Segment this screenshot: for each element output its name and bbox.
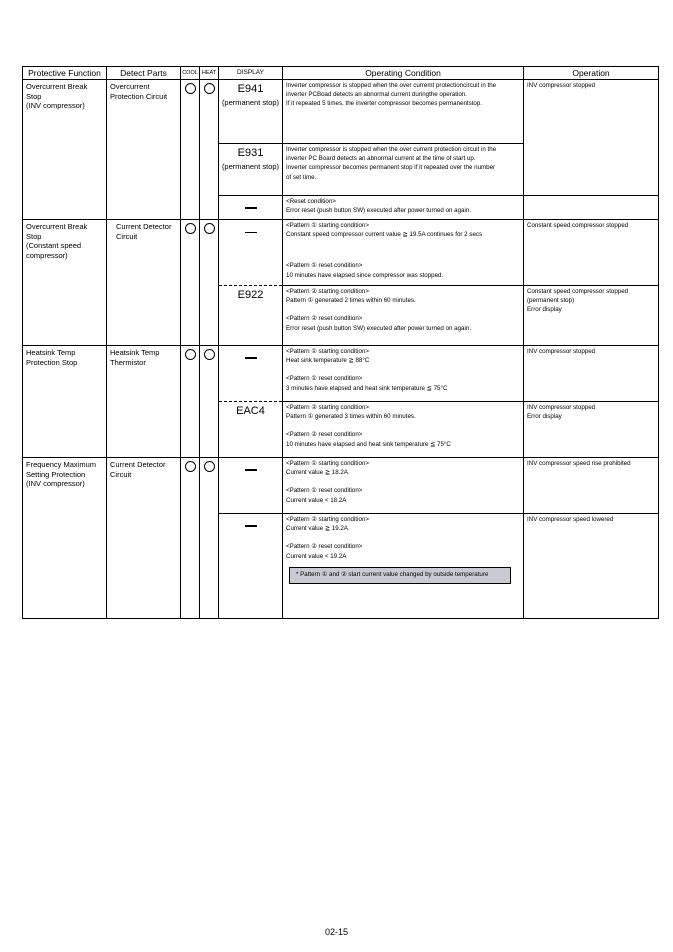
display-cell: [219, 196, 283, 220]
circle-mark-icon: [185, 461, 196, 472]
condition-line: <Pattern ① starting condition>: [286, 222, 369, 229]
function-cell: Heatsink Temp Protection Stop: [23, 346, 107, 458]
condition-line: <Pattern ② reset condition>: [286, 315, 363, 323]
operation-line: Constant speed compressor stopped: [527, 222, 629, 229]
condition-line: <Pattern ② starting condition>: [286, 516, 369, 523]
display-cell: [219, 80, 283, 144]
temperature-note-box: * Pattern ① and ② start current value changed by outside temperature: [289, 567, 511, 584]
operation-line: Error display: [527, 306, 562, 314]
condition-line: 10 minutes have elapsed since compressor was stopped.: [286, 271, 444, 279]
operation-cell: [524, 346, 659, 402]
operation-cell: [524, 286, 659, 346]
condition-line: inverter PC Board detects an abnormal current at the time of start up.: [286, 155, 476, 163]
operation-line: INV compressor stopped: [527, 82, 596, 89]
condition-line: <Pattern ② reset condition>: [286, 543, 363, 551]
display-cell: [219, 346, 283, 402]
condition-cell: [283, 346, 524, 402]
circle-mark-icon: [185, 83, 196, 94]
dash-mark-icon: [245, 207, 257, 209]
detect-parts-cell: Overcurrent Protection Circuit: [107, 80, 181, 220]
condition-line: Current value ≧ 19.2A: [286, 525, 348, 533]
display-cell: [219, 458, 283, 514]
header-heat: HEAT: [200, 67, 219, 80]
circle-mark-icon: [185, 223, 196, 234]
heat-mark-cell: [200, 220, 219, 346]
condition-line: Current value < 18.2A: [286, 496, 347, 504]
operation-line: INV compressor stopped: [527, 404, 596, 411]
header-display: DISPLAY: [219, 67, 283, 80]
operation-cell: [524, 458, 659, 514]
circle-mark-icon: [204, 223, 215, 234]
header-operating-condition: Operating Condition: [283, 67, 524, 80]
condition-line: Inverter compressor is stopped when the over curremt protectioncircuit in the: [286, 82, 497, 89]
display-note: (permanent stop): [221, 162, 280, 171]
header-cool: COOL: [181, 67, 200, 80]
page-number: 02-15: [324, 927, 349, 937]
condition-line: Heat sink temperature ≧ 88°C: [286, 357, 370, 365]
protective-function-table: [22, 66, 659, 619]
heat-mark-cell: [200, 458, 219, 619]
operation-cell: [524, 514, 659, 619]
condition-cell: [283, 196, 524, 220]
table-row: [23, 220, 659, 286]
operation-line: INV compressor speed rise prohibited: [527, 460, 631, 467]
header-function: Protective Function: [23, 67, 107, 80]
display-cell: [219, 144, 283, 196]
display-cell: [219, 220, 283, 286]
heat-mark-cell: [200, 346, 219, 458]
table-row: [23, 346, 659, 402]
header-operation: Operation: [524, 67, 659, 80]
condition-line: <Pattern ② reset condition>: [286, 431, 363, 439]
detect-parts-cell: Current Detector Circuit: [107, 458, 181, 619]
cool-mark-cell: [181, 458, 200, 619]
dash-mark-icon: [245, 525, 257, 527]
dash-mark-icon: [245, 232, 257, 233]
display-cell: [219, 402, 283, 458]
operation-line: INV compressor stopped: [527, 348, 596, 355]
dash-mark-icon: [245, 469, 257, 471]
display-code: E931: [237, 147, 264, 159]
operation-cell: [524, 220, 659, 286]
operation-cell: [524, 402, 659, 458]
condition-line: If it repeated 5 times, the inverter compressor becomes permanentstop.: [286, 100, 483, 108]
condition-line: Inverter compressor is stopped when the over current protection circuit in the: [286, 146, 497, 153]
circle-mark-icon: [204, 83, 215, 94]
dash-mark-icon: [245, 357, 257, 359]
operation-line: INV compressor speed lowered: [527, 516, 614, 523]
condition-line: inverter PCBoad detects an abnormal current duringthe operation.: [286, 91, 467, 99]
condition-line: of set time.: [286, 173, 317, 181]
operation-line: Error display: [527, 413, 562, 421]
condition-line: 10 minutes have elapsed and heat sink temperature ≦ 75°C: [286, 440, 451, 448]
condition-line: 3 minutes have elapsed and heat sink temperature ≦ 75°C: [286, 384, 448, 392]
condition-cell: [283, 402, 524, 458]
detect-parts-cell: Current Detector Circuit: [107, 220, 181, 346]
condition-line: Current value < 19.2A: [286, 552, 347, 560]
operation-line: (permanent stop): [527, 297, 575, 305]
cool-mark-cell: [181, 220, 200, 346]
circle-mark-icon: [185, 349, 196, 360]
table-header-row: [23, 67, 659, 80]
function-cell: Overcurrent Break Stop (INV compressor): [23, 80, 107, 220]
function-cell: Frequency Maximum Setting Protection (INV compressor): [23, 458, 107, 619]
condition-line: Error reset (push button SW) executed after power turned on again.: [286, 207, 472, 215]
condition-cell: [283, 144, 524, 196]
condition-cell: [283, 286, 524, 346]
table-row: [23, 458, 659, 514]
condition-line: <Pattern ① starting condition>: [286, 460, 369, 467]
condition-cell: [283, 220, 524, 286]
condition-line: <Reset condition>: [286, 198, 336, 205]
condition-line: Error reset (push button SW) executed after power turned on again.: [286, 324, 472, 332]
condition-line: Current value ≧ 18.2A: [286, 469, 348, 477]
condition-line: Inverter compressor becomes permanent stop if it repeated over the number: [286, 164, 496, 172]
table-row: [23, 80, 659, 144]
condition-line: Constant speed compressor current value ≧ 19.5A continues for 2 secs: [286, 231, 483, 239]
condition-line: Pattern ① generated 2 times within 60 minutes.: [286, 297, 416, 305]
operation-line: Constant speed compressor stopped: [527, 288, 629, 295]
condition-line: <Pattern ① starting condition>: [286, 348, 369, 355]
cool-mark-cell: [181, 346, 200, 458]
condition-line: Pattern ① generated 3 times within 60 minutes.: [286, 413, 416, 421]
display-cell: [219, 286, 283, 346]
condition-line: <Pattern ① reset condition>: [286, 375, 363, 383]
display-cell: [219, 514, 283, 619]
operation-cell: [524, 80, 659, 196]
condition-line: <Pattern ② starting condition>: [286, 288, 369, 295]
detect-parts-cell: Heatsink Temp Thermistor: [107, 346, 181, 458]
circle-mark-icon: [204, 461, 215, 472]
display-code: E941: [237, 83, 264, 95]
condition-line: <Pattern ① reset condition>: [286, 487, 363, 495]
display-note: (permanent stop): [221, 98, 280, 107]
operation-cell: [524, 196, 659, 220]
circle-mark-icon: [204, 349, 215, 360]
condition-line: <Pattern ① reset condition>: [286, 262, 363, 270]
cool-mark-cell: [181, 80, 200, 220]
display-code: E922: [237, 289, 264, 301]
condition-cell: [283, 458, 524, 514]
display-code: EAC4: [236, 405, 265, 417]
condition-cell: [283, 80, 524, 144]
heat-mark-cell: [200, 80, 219, 220]
condition-cell: [283, 514, 524, 619]
function-cell: Overcurrent Break Stop (Constant speed compressor): [23, 220, 107, 346]
header-detect-parts: Detect Parts: [107, 67, 181, 80]
condition-line: <Pattern ② starting condition>: [286, 404, 369, 411]
